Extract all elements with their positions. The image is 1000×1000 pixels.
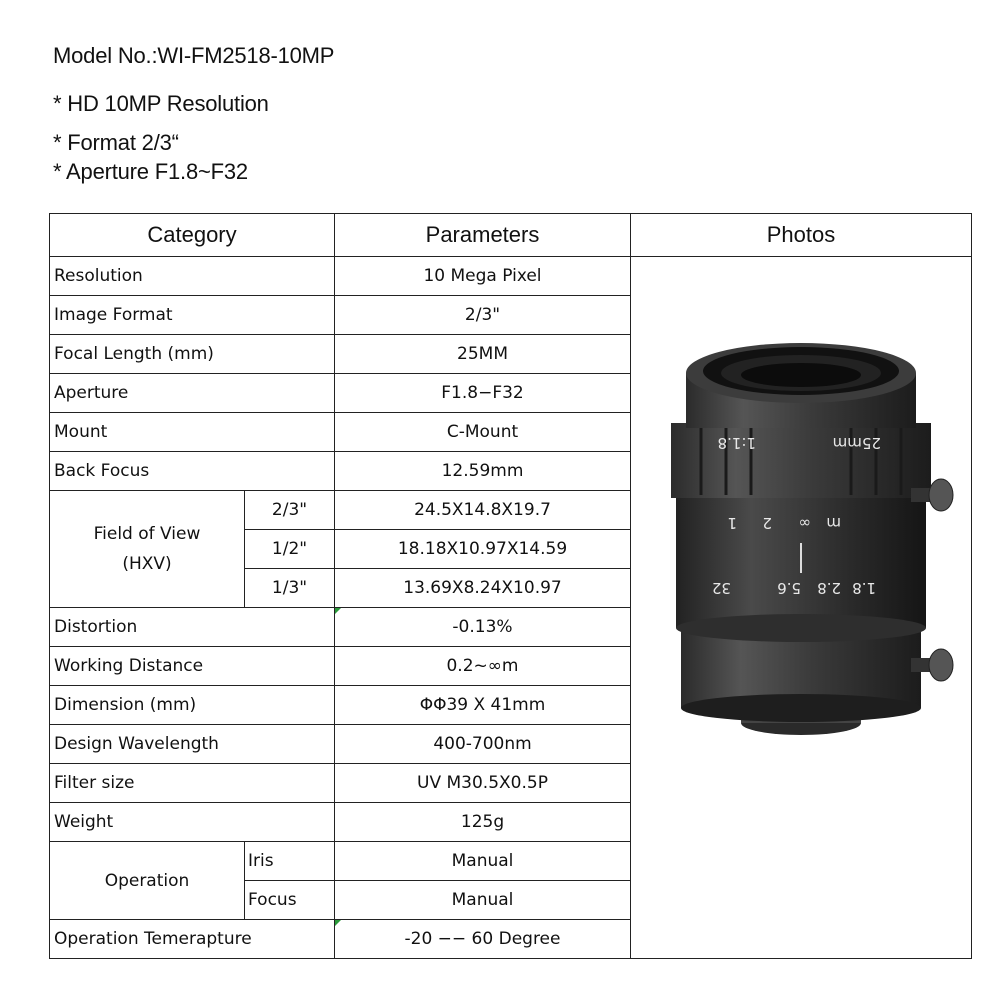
- photo-cell: [631, 257, 972, 959]
- row-value: -20 −− 60 Degree: [335, 920, 631, 959]
- feature-aperture: * Aperture F1.8~F32: [53, 159, 248, 184]
- row-label: Back Focus: [50, 452, 335, 491]
- row-value: -0.13%: [335, 608, 631, 647]
- spec-table: [49, 213, 972, 959]
- fov-format: 1/2": [245, 530, 335, 569]
- row-label: Working Distance: [50, 647, 335, 686]
- header-category: Category: [50, 214, 335, 257]
- row-value: 12.59mm: [335, 452, 631, 491]
- feature-resolution: * HD 10MP Resolution: [53, 91, 269, 116]
- operation-value: Manual: [335, 842, 631, 881]
- row-value: 2/3": [335, 296, 631, 335]
- row-value: 400-700nm: [335, 725, 631, 764]
- table-header-row: [50, 214, 972, 257]
- header-parameters: Parameters: [335, 214, 631, 257]
- lens-aperture-1-8: 1.8: [852, 578, 876, 597]
- lens-photo: [631, 263, 972, 953]
- fov-format: 2/3": [245, 491, 335, 530]
- row-label: Dimension (mm): [50, 686, 335, 725]
- fov-value: 13.69X8.24X10.97: [335, 569, 631, 608]
- row-value: 0.2~∞m: [335, 647, 631, 686]
- feature-format: * Format 2/3“: [53, 130, 179, 155]
- lens-aperture-32: 32: [711, 578, 731, 597]
- row-value: UV M30.5X0.5P: [335, 764, 631, 803]
- row-label: Resolution: [50, 257, 335, 296]
- operation-label: Operation: [50, 842, 245, 920]
- lens-ratio-text: 1:1.8: [717, 433, 756, 452]
- row-label: Image Format: [50, 296, 335, 335]
- lens-aperture-5-6: 5.6: [777, 578, 801, 597]
- row-label: Operation Temerapture: [50, 920, 335, 959]
- operation-sub-label: Iris: [245, 842, 335, 881]
- lens-distance-1: 1: [727, 513, 737, 532]
- row-label: Aperture: [50, 374, 335, 413]
- operation-value: Manual: [335, 881, 631, 920]
- row-label: Design Wavelength: [50, 725, 335, 764]
- lens-distance-2: 2: [762, 513, 772, 532]
- fov-value: 18.18X10.97X14.59: [335, 530, 631, 569]
- row-value: 25MM: [335, 335, 631, 374]
- lens-focal-text: 25mm: [832, 433, 881, 452]
- row-value: ΦΦ39 X 41mm: [335, 686, 631, 725]
- model-number: Model No.:WI-FM2518-10MP: [53, 43, 335, 68]
- row-value: C-Mount: [335, 413, 631, 452]
- row-label: Weight: [50, 803, 335, 842]
- fov-value: 24.5X14.8X19.7: [335, 491, 631, 530]
- fov-label-line1: Field of View: [93, 524, 201, 544]
- table-row: [50, 257, 972, 296]
- lens-aperture-2-8: 2.8: [817, 578, 841, 597]
- row-label: Mount: [50, 413, 335, 452]
- lens-distance-m: m: [826, 513, 841, 532]
- row-label: Distortion: [50, 608, 335, 647]
- operation-sub-label: Focus: [245, 881, 335, 920]
- fov-label: [50, 491, 245, 608]
- row-label: Focal Length (mm): [50, 335, 335, 374]
- fov-label-line2: (HXV): [122, 554, 172, 574]
- row-value: 10 Mega Pixel: [335, 257, 631, 296]
- fov-format: 1/3": [245, 569, 335, 608]
- lens-distance-inf: ∞: [798, 513, 811, 532]
- row-value: F1.8−F32: [335, 374, 631, 413]
- row-value: 125g: [335, 803, 631, 842]
- header-photos: Photos: [631, 214, 972, 257]
- row-label: Filter size: [50, 764, 335, 803]
